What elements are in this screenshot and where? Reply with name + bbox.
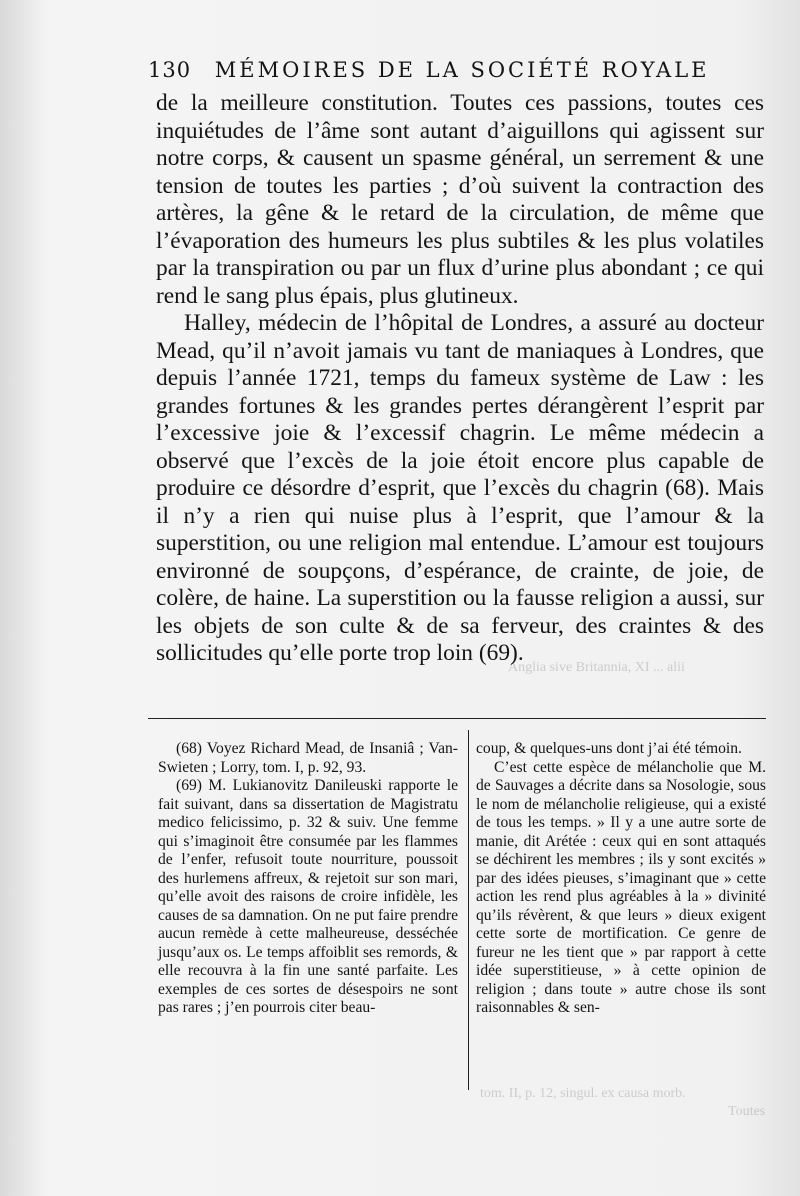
footnote-paragraph: C’est cette espèce de mélancholie que M. de Sauvages a décrite dans sa Nosologie, sous le nom de mélancholie religieuse, qui a existé de tous les temps. » Il y a une autre sorte de manie, dit Arétée : ceux qui en sont attaqués se déchirent les membres ; ils y sont excités » par des idées pieuses, s’imaginant que » cette action les rend plus agréables à la » divinité qu’ils révèrent, & que leurs » dieux exigent cette sorte de mortification. Ce genre de fureur ne les tient que » par rapport à cette idée superstitieuse, » à cette opinion de religion ; dans toute » autre chose ils sont raisonnables & sen- (476, 758, 766, 1016)
bleed-through-text: Anglia sive Britannia, XI ... alii (508, 660, 685, 675)
footnote-68: (68) Voyez Richard Mead, de Insaniâ ; Van-Swieten ; Lorry, tom. I, p. 92, 93. (158, 740, 458, 776)
bleed-through-text: tom. II, p. 12, singul. ex causa morb. (480, 1086, 686, 1101)
footnotes-right-column (476, 740, 766, 1018)
footnote-continuation: coup, & quelques-uns dont j’ai été témoin. (476, 740, 742, 757)
running-title: MÉMOIRES DE LA SOCIÉTÉ ROYALE (214, 58, 710, 82)
main-paragraph: Halley, médecin de l’hôpital de Londres, a assuré au docteur Mead, qu’il n’avoit jamais vu tant de maniaques à Londres, que depuis l’année 1721, temps du fameux système de Law : les grandes fortunes & les grandes pertes dérangèrent l’esprit par l’excessive joie & l’excessif chagrin. Le même médecin a observé que l’excès de la joie étoit encore plus capable de produire ce désordre d’esprit, que l’excès du chagrin (68). Mais il n’y a rien qui nuise plus à l’esprit, que l’amour & la superstition, ou une religion mal entendue. L’amour est toujours environné de soupçons, d’espérance, de crainte, de joie, de colère, de haine. La superstition ou la fausse religion a aussi, sur les objets de son culte & de sa ferveur, des craintes & des sollicitudes qu’elle porte trop loin (69). (156, 310, 764, 666)
bleed-through-text: Toutes (728, 1104, 766, 1119)
main-paragraph: de la meilleure constitution. Toutes ces passions, toutes ces inquiétudes de l’âme sont autant d’aiguillons qui agissent sur notre corps, & causent un spasme général, un serrement & une tension de toutes les parties ; d’où suivent la contraction des artères, la gêne & le retard de la circulation, de même que l’évaporation des humeurs les plus subtiles & les plus volatiles par la transpiration ou par un flux d’urine plus abondant ; ce qui rend le sang plus épais, plus glutineux. (156, 90, 764, 309)
page-number: 130 (148, 58, 192, 82)
column-divider (468, 730, 469, 1090)
page-header (148, 58, 708, 82)
main-text (156, 90, 764, 668)
footnote-rule (148, 718, 766, 719)
footnote-69: (69) M. Lukianovitz Danileuski rapporte le fait suivant, dans sa dissertation de Magistratu medico felicissimo, p. 32 & suiv. Une femme qui s’imaginoit être consumée par les flammes de l’enfer, refusoit toute nourriture, poussoit des hurlemens affreux, & rejetoit sur son mari, qu’elle avoit des raisons de croire infidèle, les causes de sa damnation. On ne put faire prendre aucun remède à cette malheureuse, desséchée jusqu’aux os. Le temps affoiblit ses remords, & elle recouvra à la fin une santé parfaite. Les exemples de ces sortes de désespoirs ne sont pas rares ; j’en pourrois citer beau- (158, 777, 458, 1016)
footnotes-left-column (158, 740, 458, 1018)
